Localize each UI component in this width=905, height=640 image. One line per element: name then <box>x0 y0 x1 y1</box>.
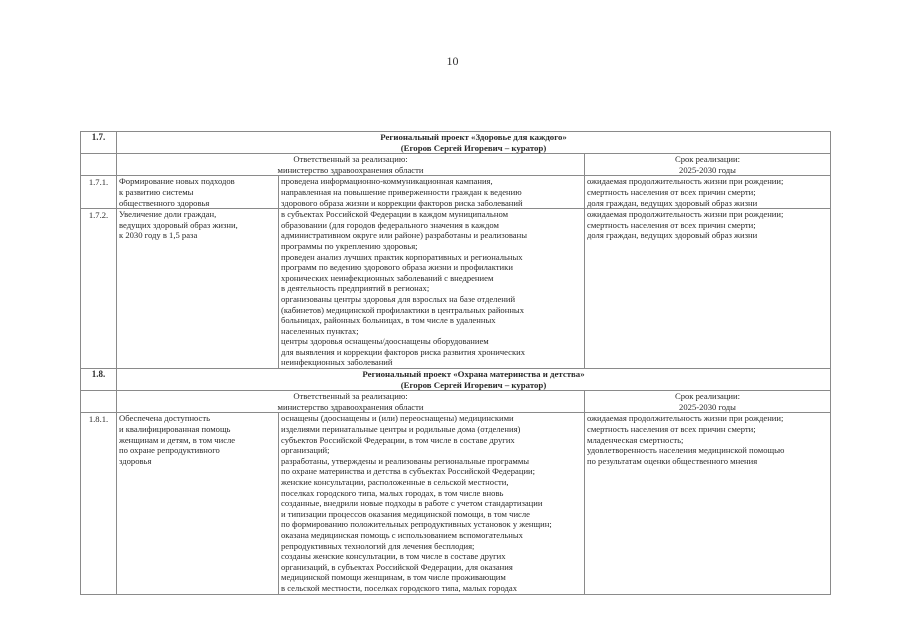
result-cell <box>279 209 585 369</box>
task-line: женщинам и детям, в том числе <box>119 434 236 445</box>
responsible-row <box>81 391 831 413</box>
task-cell <box>117 413 279 594</box>
table-row <box>81 413 831 594</box>
indicators-cell <box>585 209 831 369</box>
result-line: по охране материнства и детства в субъектах Российской Федерации; <box>281 466 536 477</box>
indicator-line: доля граждан, ведущих здоровый образ жизни <box>587 230 758 241</box>
term-label: Срок реализации: <box>674 154 741 165</box>
indicator-line: смертность населения от всех причин смерти; <box>587 186 756 197</box>
result-line: в сельской местности, поселках городского типа, малых городах <box>281 582 518 593</box>
indicator-line: удовлетворенность населения медицинской помощью <box>587 445 785 456</box>
result-line: организаций, в субъектах Российской Федерации, для оказания <box>281 561 513 572</box>
task-line: здоровья <box>119 455 152 466</box>
task-line: к 2030 году в 1,5 раза <box>119 230 198 241</box>
empty-cell <box>81 154 117 176</box>
task-line: Обеспечена доступность <box>119 413 211 424</box>
result-line: больницах, районных больницах, в том числе в удаленных <box>281 315 496 326</box>
responsible-value: министерство здравоохранения области <box>277 401 424 412</box>
responsible-cell <box>117 154 585 176</box>
indicator-line: по результатам оценки общественного мнения <box>587 455 758 466</box>
indicator-line: смертность населения от всех причин смерти; <box>587 424 756 435</box>
table-row <box>81 176 831 209</box>
indicator-line: ожидаемая продолжительность жизни при рождении; <box>587 209 784 220</box>
project-title: Региональный проект «Охрана материнства и детства» <box>362 369 585 380</box>
section-title-row <box>81 132 831 154</box>
result-line: репродуктивных технологий для лечения бесплодия; <box>281 540 475 551</box>
project-title: Региональный проект «Здоровье для каждого» <box>380 132 567 142</box>
result-cell <box>279 413 585 594</box>
result-line: в субъектах Российской Федерации в каждом муниципальном <box>281 209 509 220</box>
responsible-cell <box>117 391 585 413</box>
term-label: Срок реализации: <box>674 391 741 402</box>
result-line: поселках городского типа, малых городах, в том числе вновь <box>281 487 504 498</box>
section-number: 1.7. <box>81 132 117 154</box>
indicator-line: ожидаемая продолжительность жизни при рождении; <box>587 176 784 187</box>
result-line: здорового образа жизни и коррекции факторов риска заболеваний <box>281 197 523 208</box>
row-number: 1.7.1. <box>81 176 117 209</box>
result-line: и типизации процессов оказания медицинской помощи, в том числе <box>281 508 530 519</box>
indicator-line: смертность населения от всех причин смерти; <box>587 219 756 230</box>
row-number: 1.7.2. <box>81 209 117 369</box>
result-line: созданы женские консультации, в том числе в составе других <box>281 551 506 562</box>
regional-projects-table <box>80 131 831 595</box>
result-line: (кабинетов) медицинской профилактики в центральных районных <box>281 304 524 315</box>
result-line: оснащены (дооснащены и (или) переоснащены) медицинскими <box>281 413 514 424</box>
result-line: проведен анализ лучших практик корпоративных и региональных <box>281 251 523 262</box>
empty-cell <box>81 391 117 413</box>
result-cell <box>279 176 585 209</box>
section-title <box>117 132 831 154</box>
indicators-cell <box>585 176 831 209</box>
result-line: субъектов Российской Федерации, в том числе в составе других <box>281 434 515 445</box>
result-line: по формированию положительных репродуктивных установок у женщин; <box>281 519 552 530</box>
page-number: 10 <box>446 54 459 68</box>
term-value: 2025-2030 годы <box>679 401 736 412</box>
result-line: разработаны, утверждены и реализованы региональные программы <box>281 455 530 466</box>
result-line: образовании (для городов федерального значения в каждом <box>281 219 499 230</box>
responsible-row <box>81 154 831 176</box>
project-curator: (Егоров Сергей Игоревич – куратор) <box>400 142 547 153</box>
task-line: общественного здоровья <box>119 197 210 208</box>
result-line: женские консультации, расположенные в сельской местности, <box>281 477 509 487</box>
table-row <box>81 209 831 369</box>
task-line: Увеличение доли граждан, <box>119 209 217 220</box>
result-line: административном округе или районе) разработаны и реализованы <box>281 230 527 241</box>
result-line: оказана медицинская помощь с использованием вспомогательных <box>281 529 523 540</box>
indicator-line: младенческая смертность; <box>587 434 684 445</box>
task-line: Формирование новых подходов <box>119 176 235 187</box>
result-line: организованы центры здоровья для взрослых на базе отделений <box>281 293 516 304</box>
result-line: направленная на повышение приверженности граждан к ведению <box>281 186 522 197</box>
project-curator: (Егоров Сергей Игоревич – куратор) <box>400 379 547 390</box>
task-cell <box>117 176 279 209</box>
section-number: 1.8. <box>81 369 117 391</box>
result-line: неинфекционных заболеваний <box>281 357 393 368</box>
responsible-value: министерство здравоохранения области <box>277 164 424 175</box>
task-line: по охране репродуктивного <box>119 445 220 456</box>
term-cell <box>585 391 831 413</box>
indicator-line: доля граждан, ведущих здоровый образ жизни <box>587 197 758 208</box>
result-line: для выявления и коррекции факторов риска развития хронических <box>281 346 526 357</box>
result-line: хронических неинфекционных заболеваний с внедрением <box>281 272 494 283</box>
result-line: медицинской помощи женщинам, в том числе проживающим <box>281 572 506 583</box>
result-line: созданные, внедрили новые подходы в работе с учетом стандартизации <box>281 498 543 509</box>
task-line: к развитию системы <box>119 186 194 197</box>
section-title-row <box>81 369 831 391</box>
indicator-line: ожидаемая продолжительность жизни при рождении; <box>587 413 784 424</box>
term-value: 2025-2030 годы <box>679 164 736 175</box>
result-line: проведена информационно-коммуникационная кампания, <box>281 176 493 187</box>
row-number: 1.8.1. <box>81 413 117 594</box>
result-line: программы по укреплению здоровья; <box>281 240 418 251</box>
result-line: изделиями перинатальные центры и родильные дома (отделения) <box>281 424 521 435</box>
result-line: центры здоровья оснащены/дооснащены оборудованием <box>281 336 489 347</box>
responsible-label: Ответственный за реализацию: <box>293 154 408 165</box>
result-line: в деятельность предприятий в регионах; <box>281 283 430 294</box>
term-cell <box>585 154 831 176</box>
responsible-label: Ответственный за реализацию: <box>293 391 408 402</box>
task-line: и квалифицированная помощь <box>119 424 231 435</box>
task-cell <box>117 209 279 369</box>
section-title <box>117 369 831 391</box>
task-line: ведущих здоровый образ жизни, <box>119 219 238 230</box>
result-line: организаций; <box>281 445 330 456</box>
result-line: программ по ведению здорового образа жизни и профилактики <box>281 262 513 273</box>
result-line: населенных пунктах; <box>281 325 359 336</box>
indicators-cell <box>585 413 831 594</box>
